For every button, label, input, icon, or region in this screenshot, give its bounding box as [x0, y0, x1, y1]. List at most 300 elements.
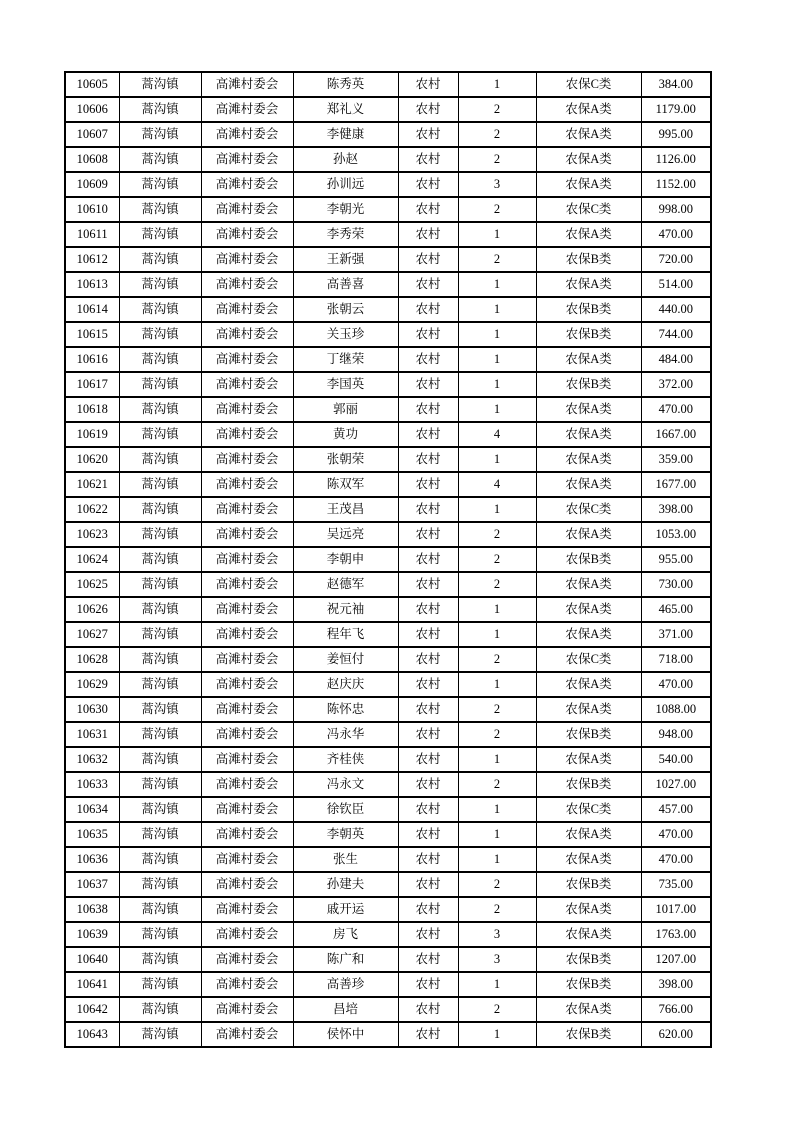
- cell-serial_no: 10626: [65, 597, 119, 622]
- cell-village_committee: 高滩村委会: [201, 897, 293, 922]
- cell-person_name: 郑礼义: [293, 97, 398, 122]
- cell-amount: 470.00: [641, 672, 711, 697]
- cell-insurance_category: 农保A类: [536, 672, 641, 697]
- cell-residence_type: 农村: [398, 572, 458, 597]
- cell-town: 蒿沟镇: [119, 622, 201, 647]
- cell-person_count: 4: [458, 422, 536, 447]
- cell-insurance_category: 农保A类: [536, 422, 641, 447]
- cell-amount: 470.00: [641, 822, 711, 847]
- cell-person_name: 孙赵: [293, 147, 398, 172]
- cell-village_committee: 高滩村委会: [201, 747, 293, 772]
- cell-person_name: 李国英: [293, 372, 398, 397]
- cell-person_name: 程年飞: [293, 622, 398, 647]
- cell-village_committee: 高滩村委会: [201, 297, 293, 322]
- cell-insurance_category: 农保A类: [536, 97, 641, 122]
- table-row: [65, 972, 711, 997]
- cell-amount: 1126.00: [641, 147, 711, 172]
- cell-serial_no: 10608: [65, 147, 119, 172]
- table-row: [65, 97, 711, 122]
- cell-village_committee: 高滩村委会: [201, 497, 293, 522]
- cell-person_name: 王新强: [293, 247, 398, 272]
- cell-town: 蒿沟镇: [119, 597, 201, 622]
- cell-amount: 465.00: [641, 597, 711, 622]
- cell-village_committee: 高滩村委会: [201, 222, 293, 247]
- cell-residence_type: 农村: [398, 347, 458, 372]
- cell-amount: 514.00: [641, 272, 711, 297]
- table-row: [65, 372, 711, 397]
- cell-insurance_category: 农保C类: [536, 797, 641, 822]
- cell-person_name: 高善喜: [293, 272, 398, 297]
- cell-residence_type: 农村: [398, 272, 458, 297]
- cell-serial_no: 10637: [65, 872, 119, 897]
- cell-serial_no: 10623: [65, 522, 119, 547]
- cell-village_committee: 高滩村委会: [201, 197, 293, 222]
- cell-person_name: 陈秀英: [293, 72, 398, 97]
- cell-town: 蒿沟镇: [119, 947, 201, 972]
- cell-village_committee: 高滩村委会: [201, 172, 293, 197]
- cell-serial_no: 10613: [65, 272, 119, 297]
- cell-amount: 998.00: [641, 197, 711, 222]
- cell-town: 蒿沟镇: [119, 272, 201, 297]
- cell-village_committee: 高滩村委会: [201, 772, 293, 797]
- cell-amount: 1152.00: [641, 172, 711, 197]
- cell-insurance_category: 农保A类: [536, 922, 641, 947]
- cell-person_name: 陈双军: [293, 472, 398, 497]
- table-row: [65, 547, 711, 572]
- cell-person_name: 冯永华: [293, 722, 398, 747]
- cell-amount: 398.00: [641, 972, 711, 997]
- cell-town: 蒿沟镇: [119, 897, 201, 922]
- cell-serial_no: 10616: [65, 347, 119, 372]
- cell-town: 蒿沟镇: [119, 522, 201, 547]
- cell-insurance_category: 农保B类: [536, 372, 641, 397]
- cell-town: 蒿沟镇: [119, 747, 201, 772]
- cell-person_name: 戚开运: [293, 897, 398, 922]
- cell-insurance_category: 农保A类: [536, 272, 641, 297]
- table-row: [65, 497, 711, 522]
- cell-residence_type: 农村: [398, 722, 458, 747]
- cell-person_name: 关玉珍: [293, 322, 398, 347]
- table-row: [65, 472, 711, 497]
- cell-serial_no: 10633: [65, 772, 119, 797]
- cell-person_count: 1: [458, 597, 536, 622]
- cell-town: 蒿沟镇: [119, 547, 201, 572]
- cell-insurance_category: 农保B类: [536, 772, 641, 797]
- cell-village_committee: 高滩村委会: [201, 872, 293, 897]
- cell-amount: 1179.00: [641, 97, 711, 122]
- cell-person_count: 3: [458, 172, 536, 197]
- cell-amount: 470.00: [641, 222, 711, 247]
- cell-amount: 1667.00: [641, 422, 711, 447]
- cell-insurance_category: 农保B类: [536, 547, 641, 572]
- cell-residence_type: 农村: [398, 247, 458, 272]
- cell-town: 蒿沟镇: [119, 347, 201, 372]
- cell-residence_type: 农村: [398, 897, 458, 922]
- cell-person_count: 2: [458, 772, 536, 797]
- cell-insurance_category: 农保B类: [536, 972, 641, 997]
- cell-amount: 955.00: [641, 547, 711, 572]
- cell-residence_type: 农村: [398, 522, 458, 547]
- table-row: [65, 272, 711, 297]
- cell-residence_type: 农村: [398, 747, 458, 772]
- cell-village_committee: 高滩村委会: [201, 322, 293, 347]
- cell-residence_type: 农村: [398, 297, 458, 322]
- cell-amount: 1017.00: [641, 897, 711, 922]
- cell-town: 蒿沟镇: [119, 972, 201, 997]
- cell-village_committee: 高滩村委会: [201, 347, 293, 372]
- cell-village_committee: 高滩村委会: [201, 597, 293, 622]
- table-row: [65, 397, 711, 422]
- cell-residence_type: 农村: [398, 547, 458, 572]
- cell-serial_no: 10638: [65, 897, 119, 922]
- cell-amount: 1207.00: [641, 947, 711, 972]
- cell-town: 蒿沟镇: [119, 572, 201, 597]
- cell-person_count: 1: [458, 1022, 536, 1047]
- cell-person_count: 2: [458, 147, 536, 172]
- cell-person_count: 3: [458, 947, 536, 972]
- cell-residence_type: 农村: [398, 322, 458, 347]
- table-row: [65, 697, 711, 722]
- cell-person_name: 冯永文: [293, 772, 398, 797]
- cell-amount: 1677.00: [641, 472, 711, 497]
- cell-amount: 720.00: [641, 247, 711, 272]
- table-row: [65, 1022, 711, 1047]
- cell-person_count: 2: [458, 547, 536, 572]
- cell-village_committee: 高滩村委会: [201, 247, 293, 272]
- cell-amount: 540.00: [641, 747, 711, 772]
- cell-insurance_category: 农保B类: [536, 872, 641, 897]
- cell-village_committee: 高滩村委会: [201, 272, 293, 297]
- cell-insurance_category: 农保A类: [536, 572, 641, 597]
- cell-amount: 384.00: [641, 72, 711, 97]
- cell-residence_type: 农村: [398, 647, 458, 672]
- cell-residence_type: 农村: [398, 472, 458, 497]
- table-row: [65, 422, 711, 447]
- cell-town: 蒿沟镇: [119, 297, 201, 322]
- cell-person_name: 高善珍: [293, 972, 398, 997]
- cell-person_count: 1: [458, 822, 536, 847]
- cell-serial_no: 10611: [65, 222, 119, 247]
- cell-person_name: 李朝英: [293, 822, 398, 847]
- table-row: [65, 647, 711, 672]
- cell-serial_no: 10627: [65, 622, 119, 647]
- cell-person_name: 徐钦臣: [293, 797, 398, 822]
- cell-village_committee: 高滩村委会: [201, 97, 293, 122]
- cell-residence_type: 农村: [398, 872, 458, 897]
- cell-person_name: 孙训远: [293, 172, 398, 197]
- table-row: [65, 897, 711, 922]
- table-row: [65, 322, 711, 347]
- cell-village_committee: 高滩村委会: [201, 522, 293, 547]
- cell-town: 蒿沟镇: [119, 997, 201, 1022]
- table-row: [65, 997, 711, 1022]
- cell-residence_type: 农村: [398, 947, 458, 972]
- cell-serial_no: 10606: [65, 97, 119, 122]
- table-row: [65, 622, 711, 647]
- cell-person_count: 1: [458, 272, 536, 297]
- cell-person_count: 1: [458, 222, 536, 247]
- cell-serial_no: 10625: [65, 572, 119, 597]
- table-body: [65, 72, 711, 1047]
- cell-person_count: 2: [458, 97, 536, 122]
- cell-person_count: 2: [458, 122, 536, 147]
- cell-serial_no: 10624: [65, 547, 119, 572]
- cell-person_name: 赵庆庆: [293, 672, 398, 697]
- cell-serial_no: 10628: [65, 647, 119, 672]
- table-row: [65, 72, 711, 97]
- table-row: [65, 797, 711, 822]
- table-row: [65, 747, 711, 772]
- cell-insurance_category: 农保A类: [536, 597, 641, 622]
- cell-insurance_category: 农保A类: [536, 747, 641, 772]
- cell-insurance_category: 农保A类: [536, 997, 641, 1022]
- cell-person_count: 2: [458, 722, 536, 747]
- cell-serial_no: 10635: [65, 822, 119, 847]
- cell-person_name: 李秀荣: [293, 222, 398, 247]
- cell-residence_type: 农村: [398, 672, 458, 697]
- cell-serial_no: 10641: [65, 972, 119, 997]
- cell-serial_no: 10607: [65, 122, 119, 147]
- cell-amount: 995.00: [641, 122, 711, 147]
- cell-person_count: 2: [458, 997, 536, 1022]
- cell-residence_type: 农村: [398, 972, 458, 997]
- cell-insurance_category: 农保A类: [536, 147, 641, 172]
- cell-serial_no: 10621: [65, 472, 119, 497]
- cell-person_name: 张生: [293, 847, 398, 872]
- cell-person_count: 1: [458, 347, 536, 372]
- cell-insurance_category: 农保A类: [536, 847, 641, 872]
- cell-person_count: 1: [458, 672, 536, 697]
- cell-serial_no: 10617: [65, 372, 119, 397]
- cell-person_name: 侯怀中: [293, 1022, 398, 1047]
- cell-serial_no: 10619: [65, 422, 119, 447]
- cell-serial_no: 10642: [65, 997, 119, 1022]
- cell-person_count: 1: [458, 622, 536, 647]
- table-row: [65, 222, 711, 247]
- cell-person_name: 黄功: [293, 422, 398, 447]
- cell-residence_type: 农村: [398, 997, 458, 1022]
- cell-person_name: 陈怀忠: [293, 697, 398, 722]
- cell-amount: 1763.00: [641, 922, 711, 947]
- cell-village_committee: 高滩村委会: [201, 147, 293, 172]
- cell-town: 蒿沟镇: [119, 722, 201, 747]
- cell-residence_type: 农村: [398, 72, 458, 97]
- table-row: [65, 172, 711, 197]
- cell-serial_no: 10634: [65, 797, 119, 822]
- cell-person_name: 吴远亮: [293, 522, 398, 547]
- cell-town: 蒿沟镇: [119, 822, 201, 847]
- cell-town: 蒿沟镇: [119, 97, 201, 122]
- cell-amount: 440.00: [641, 297, 711, 322]
- cell-residence_type: 农村: [398, 447, 458, 472]
- cell-insurance_category: 农保A类: [536, 397, 641, 422]
- cell-serial_no: 10609: [65, 172, 119, 197]
- table-row: [65, 722, 711, 747]
- cell-person_count: 1: [458, 497, 536, 522]
- cell-serial_no: 10630: [65, 697, 119, 722]
- cell-person_count: 2: [458, 247, 536, 272]
- cell-person_name: 姜恒付: [293, 647, 398, 672]
- cell-amount: 371.00: [641, 622, 711, 647]
- cell-insurance_category: 农保B类: [536, 247, 641, 272]
- cell-insurance_category: 农保A类: [536, 172, 641, 197]
- cell-person_count: 1: [458, 747, 536, 772]
- cell-insurance_category: 农保A类: [536, 822, 641, 847]
- cell-serial_no: 10610: [65, 197, 119, 222]
- cell-town: 蒿沟镇: [119, 847, 201, 872]
- cell-village_committee: 高滩村委会: [201, 622, 293, 647]
- cell-residence_type: 农村: [398, 397, 458, 422]
- cell-town: 蒿沟镇: [119, 447, 201, 472]
- cell-amount: 372.00: [641, 372, 711, 397]
- cell-village_committee: 高滩村委会: [201, 422, 293, 447]
- cell-insurance_category: 农保A类: [536, 122, 641, 147]
- cell-insurance_category: 农保A类: [536, 697, 641, 722]
- cell-person_name: 丁继荣: [293, 347, 398, 372]
- cell-insurance_category: 农保B类: [536, 297, 641, 322]
- cell-insurance_category: 农保A类: [536, 447, 641, 472]
- cell-town: 蒿沟镇: [119, 372, 201, 397]
- cell-person_name: 昌培: [293, 997, 398, 1022]
- table-row: [65, 147, 711, 172]
- cell-insurance_category: 农保B类: [536, 947, 641, 972]
- cell-village_committee: 高滩村委会: [201, 947, 293, 972]
- cell-residence_type: 农村: [398, 497, 458, 522]
- cell-residence_type: 农村: [398, 597, 458, 622]
- cell-village_committee: 高滩村委会: [201, 447, 293, 472]
- table-row: [65, 122, 711, 147]
- cell-amount: 730.00: [641, 572, 711, 597]
- cell-person_count: 1: [458, 972, 536, 997]
- cell-insurance_category: 农保C类: [536, 647, 641, 672]
- table-row: [65, 522, 711, 547]
- table-row: [65, 922, 711, 947]
- cell-village_committee: 高滩村委会: [201, 72, 293, 97]
- cell-amount: 359.00: [641, 447, 711, 472]
- cell-town: 蒿沟镇: [119, 797, 201, 822]
- cell-serial_no: 10629: [65, 672, 119, 697]
- cell-town: 蒿沟镇: [119, 772, 201, 797]
- cell-amount: 620.00: [641, 1022, 711, 1047]
- cell-residence_type: 农村: [398, 1022, 458, 1047]
- cell-village_committee: 高滩村委会: [201, 697, 293, 722]
- table-row: [65, 822, 711, 847]
- table-row: [65, 347, 711, 372]
- cell-serial_no: 10636: [65, 847, 119, 872]
- cell-residence_type: 农村: [398, 197, 458, 222]
- cell-serial_no: 10643: [65, 1022, 119, 1047]
- cell-town: 蒿沟镇: [119, 222, 201, 247]
- cell-person_name: 李朝申: [293, 547, 398, 572]
- cell-person_name: 张朝云: [293, 297, 398, 322]
- cell-person_count: 1: [458, 447, 536, 472]
- cell-insurance_category: 农保A类: [536, 347, 641, 372]
- cell-person_name: 陈广和: [293, 947, 398, 972]
- cell-town: 蒿沟镇: [119, 397, 201, 422]
- cell-person_count: 2: [458, 647, 536, 672]
- cell-person_count: 2: [458, 697, 536, 722]
- cell-person_count: 1: [458, 797, 536, 822]
- cell-village_committee: 高滩村委会: [201, 797, 293, 822]
- cell-amount: 735.00: [641, 872, 711, 897]
- cell-person_count: 2: [458, 897, 536, 922]
- cell-insurance_category: 农保A类: [536, 622, 641, 647]
- cell-town: 蒿沟镇: [119, 172, 201, 197]
- cell-village_committee: 高滩村委会: [201, 672, 293, 697]
- cell-residence_type: 农村: [398, 122, 458, 147]
- cell-town: 蒿沟镇: [119, 497, 201, 522]
- cell-town: 蒿沟镇: [119, 697, 201, 722]
- table-row: [65, 597, 711, 622]
- cell-person_name: 张朝荣: [293, 447, 398, 472]
- cell-amount: 457.00: [641, 797, 711, 822]
- table-row: [65, 872, 711, 897]
- cell-town: 蒿沟镇: [119, 72, 201, 97]
- cell-amount: 1088.00: [641, 697, 711, 722]
- cell-serial_no: 10614: [65, 297, 119, 322]
- cell-village_committee: 高滩村委会: [201, 822, 293, 847]
- cell-insurance_category: 农保A类: [536, 472, 641, 497]
- cell-person_count: 4: [458, 472, 536, 497]
- cell-person_count: 1: [458, 847, 536, 872]
- table-row: [65, 572, 711, 597]
- cell-person_count: 2: [458, 197, 536, 222]
- cell-serial_no: 10615: [65, 322, 119, 347]
- benefits-table: [64, 71, 712, 1048]
- cell-person_count: 3: [458, 922, 536, 947]
- cell-village_committee: 高滩村委会: [201, 122, 293, 147]
- cell-town: 蒿沟镇: [119, 147, 201, 172]
- cell-town: 蒿沟镇: [119, 1022, 201, 1047]
- cell-amount: 744.00: [641, 322, 711, 347]
- cell-person_count: 1: [458, 72, 536, 97]
- cell-person_name: 郭丽: [293, 397, 398, 422]
- cell-serial_no: 10618: [65, 397, 119, 422]
- cell-village_committee: 高滩村委会: [201, 972, 293, 997]
- cell-residence_type: 农村: [398, 422, 458, 447]
- cell-serial_no: 10640: [65, 947, 119, 972]
- cell-residence_type: 农村: [398, 922, 458, 947]
- cell-residence_type: 农村: [398, 772, 458, 797]
- cell-amount: 1053.00: [641, 522, 711, 547]
- cell-village_committee: 高滩村委会: [201, 722, 293, 747]
- cell-town: 蒿沟镇: [119, 872, 201, 897]
- cell-town: 蒿沟镇: [119, 322, 201, 347]
- cell-residence_type: 农村: [398, 172, 458, 197]
- cell-amount: 470.00: [641, 847, 711, 872]
- cell-residence_type: 农村: [398, 822, 458, 847]
- cell-person_count: 2: [458, 522, 536, 547]
- cell-person_count: 1: [458, 322, 536, 347]
- cell-village_committee: 高滩村委会: [201, 372, 293, 397]
- cell-serial_no: 10622: [65, 497, 119, 522]
- cell-village_committee: 高滩村委会: [201, 922, 293, 947]
- cell-amount: 766.00: [641, 997, 711, 1022]
- cell-serial_no: 10605: [65, 72, 119, 97]
- cell-amount: 398.00: [641, 497, 711, 522]
- cell-person_name: 李健康: [293, 122, 398, 147]
- cell-village_committee: 高滩村委会: [201, 547, 293, 572]
- cell-person_count: 1: [458, 372, 536, 397]
- cell-amount: 470.00: [641, 397, 711, 422]
- cell-serial_no: 10620: [65, 447, 119, 472]
- cell-village_committee: 高滩村委会: [201, 847, 293, 872]
- cell-insurance_category: 农保B类: [536, 1022, 641, 1047]
- cell-town: 蒿沟镇: [119, 422, 201, 447]
- table-row: [65, 947, 711, 972]
- cell-village_committee: 高滩村委会: [201, 472, 293, 497]
- cell-village_committee: 高滩村委会: [201, 1022, 293, 1047]
